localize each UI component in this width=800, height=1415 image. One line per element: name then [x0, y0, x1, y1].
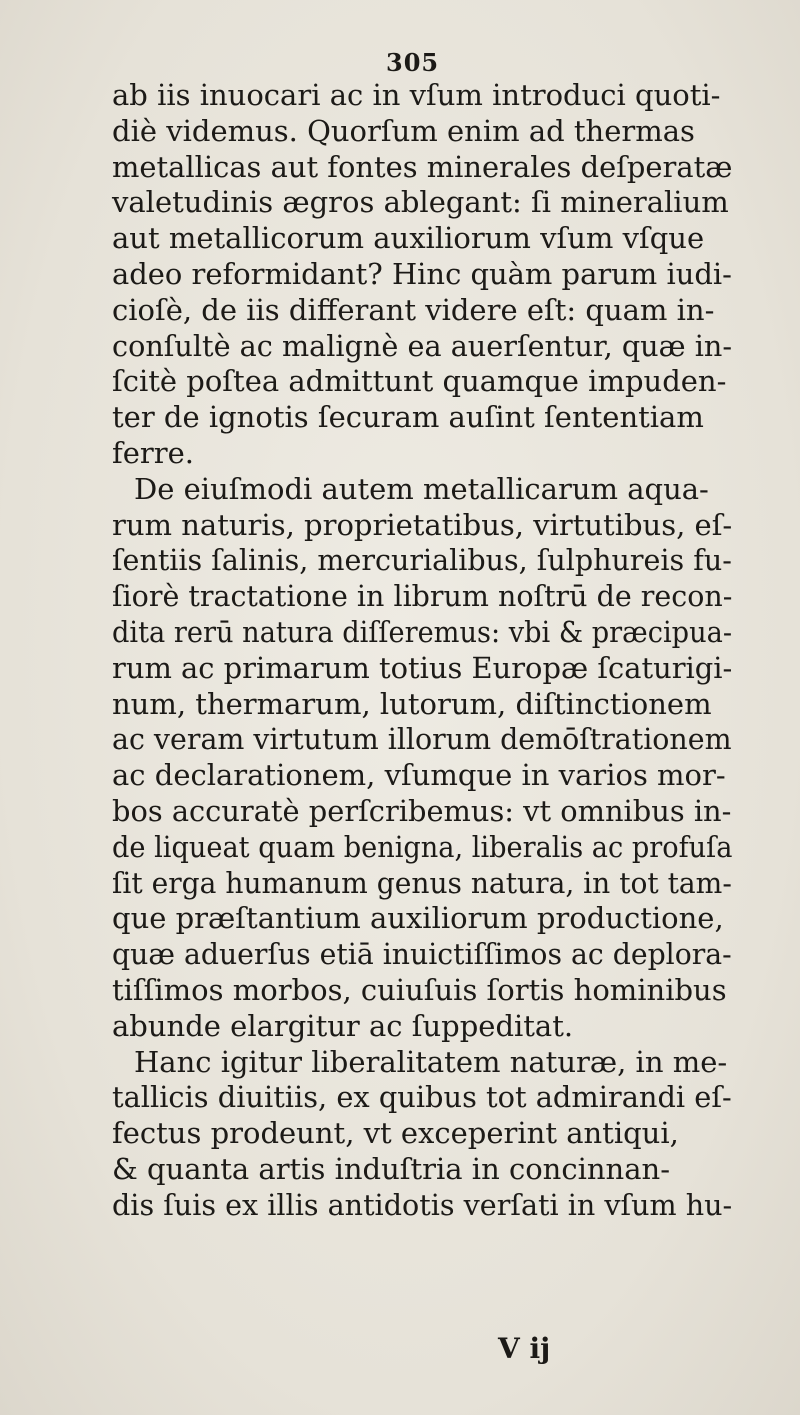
text-line: que præſtantium auxiliorum productione, [112, 901, 724, 936]
text-line: aut metallicorum auxiliorum vſum vſque [112, 221, 705, 256]
text-line: & quanta artis induſtria in concinnan- [112, 1151, 670, 1186]
text-line: de liqueat quam benigna, liberalis ac profuſa [112, 829, 733, 864]
text-line: ac veram virtutum illorum demōſtrationem [112, 722, 732, 757]
text-line: conſultè ac malignè ea auerſentur, quæ in- [112, 328, 733, 363]
text-line: num, thermarum, lutorum, diſtinctionem [112, 686, 712, 721]
signature-mark: V ij [498, 1332, 551, 1365]
text-line: cioſè, de iis differant videre eſt: quam in- [112, 292, 715, 327]
text-line: fectus prodeunt, vt exceperint antiqui, [112, 1116, 679, 1151]
body-text [112, 78, 732, 1224]
text-line: ſiorè tractatione in librum noſtrū de recon- [112, 579, 733, 614]
text-line: ter de ignotis ſecuram auſint ſententiam [112, 400, 704, 435]
text-line: rum naturis, proprietatibus, virtutibus, eſ- [112, 507, 733, 542]
paragraph-start-line: De eiuſmodi autem metallicarum aqua- [134, 471, 709, 506]
text-line: metallicas aut fontes minerales deſperatæ [112, 149, 733, 184]
text-line: rum ac primarum totius Europæ ſcaturigi- [112, 650, 733, 685]
text-line: adeo reformidant? Hinc quàm parum iudi- [112, 256, 732, 291]
text-line: dis ſuis ex illis antidotis verſati in vſum hu- [112, 1187, 733, 1222]
text-line: tallicis diuitiis, ex quibus tot admirandi eſ- [112, 1080, 732, 1115]
text-line: tiſſimos morbos, cuiuſuis ſortis hominibus [112, 972, 727, 1007]
text-line: ac declarationem, vſumque in varios mor- [112, 758, 726, 793]
text-line: quæ aduerſus etiā inuictiſſimos ac deplora- [112, 937, 732, 972]
text-line: ferre. [112, 435, 195, 470]
text-line: ſentiis ſalinis, mercurialibus, ſulphureis fu- [112, 543, 732, 578]
paragraph-start-line: Hanc igitur liberalitatem naturæ, in me- [134, 1044, 728, 1079]
text-line: ſit erga humanum genus natura, in tot tam- [112, 865, 732, 900]
text-line: bos accuratè perſcribemus: vt omnibus in- [112, 793, 732, 828]
text-line: abunde elargitur ac ſuppeditat. [112, 1008, 574, 1043]
page-number: 305 [386, 48, 440, 77]
text-line: diè videmus. Quorſum enim ad thermas [112, 113, 695, 148]
text-line: valetudinis ægros ablegant: ſi mineralium [112, 185, 729, 220]
text-line: ſcitè poſtea admittunt quamque impuden- [112, 364, 727, 399]
text-line: ab iis inuocari ac in vſum introduci quoti- [112, 78, 721, 112]
text-line: dita rerū natura diſſeremus: vbi & præcipua- [112, 614, 733, 649]
